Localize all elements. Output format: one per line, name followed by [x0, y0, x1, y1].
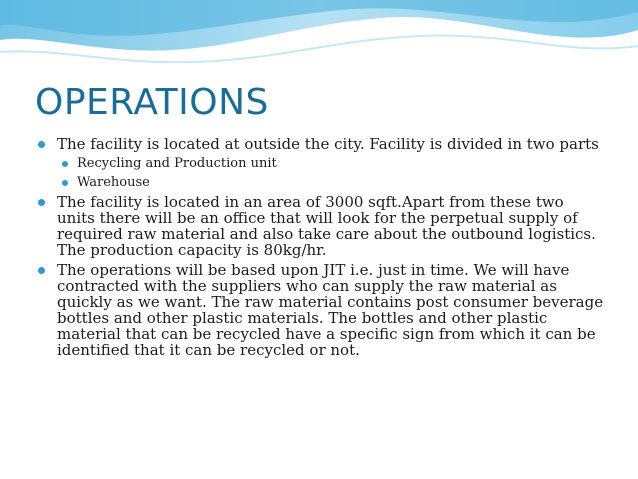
sub-bullet-item: [62, 156, 606, 172]
bullet-icon: [38, 141, 45, 148]
bullet-item: [38, 136, 606, 152]
sub-bullet-icon: [62, 180, 68, 186]
sub-bullet-text: Recycling and Production unit: [77, 156, 277, 171]
bullet-text: The facility is located in an area of 3000 sqft.Apart from these two units there will be an office that will look for the perpetual supply of required raw material and also take care about the outbound logistics. The production capacity is 80kg/hr.: [57, 193, 596, 259]
slide-content: [38, 136, 606, 362]
sub-bullet-text: Warehouse: [77, 175, 150, 190]
bullet-text: The facility is located at outside the city. Facility is divided in two parts: [57, 135, 599, 153]
bullet-icon: [38, 199, 45, 206]
bullet-icon: [38, 267, 45, 274]
header-wave-decoration: [0, 0, 638, 80]
bullet-text: The operations will be based upon JIT i.e. just in time. We will have contracted with the suppliers who can supply the raw material as quickly as we want. The raw material contains post consumer beverage bottles and other plastic materials. The bottles and other plastic material that can be recycled have a specific sign from which it can be identified that it can be recycled or not.: [57, 261, 604, 359]
sub-bullet-item: [62, 175, 606, 191]
sub-bullet-icon: [62, 161, 68, 167]
slide-title: OPERATIONS: [35, 82, 269, 123]
bullet-item: [38, 262, 606, 358]
bullet-item: [38, 194, 606, 258]
